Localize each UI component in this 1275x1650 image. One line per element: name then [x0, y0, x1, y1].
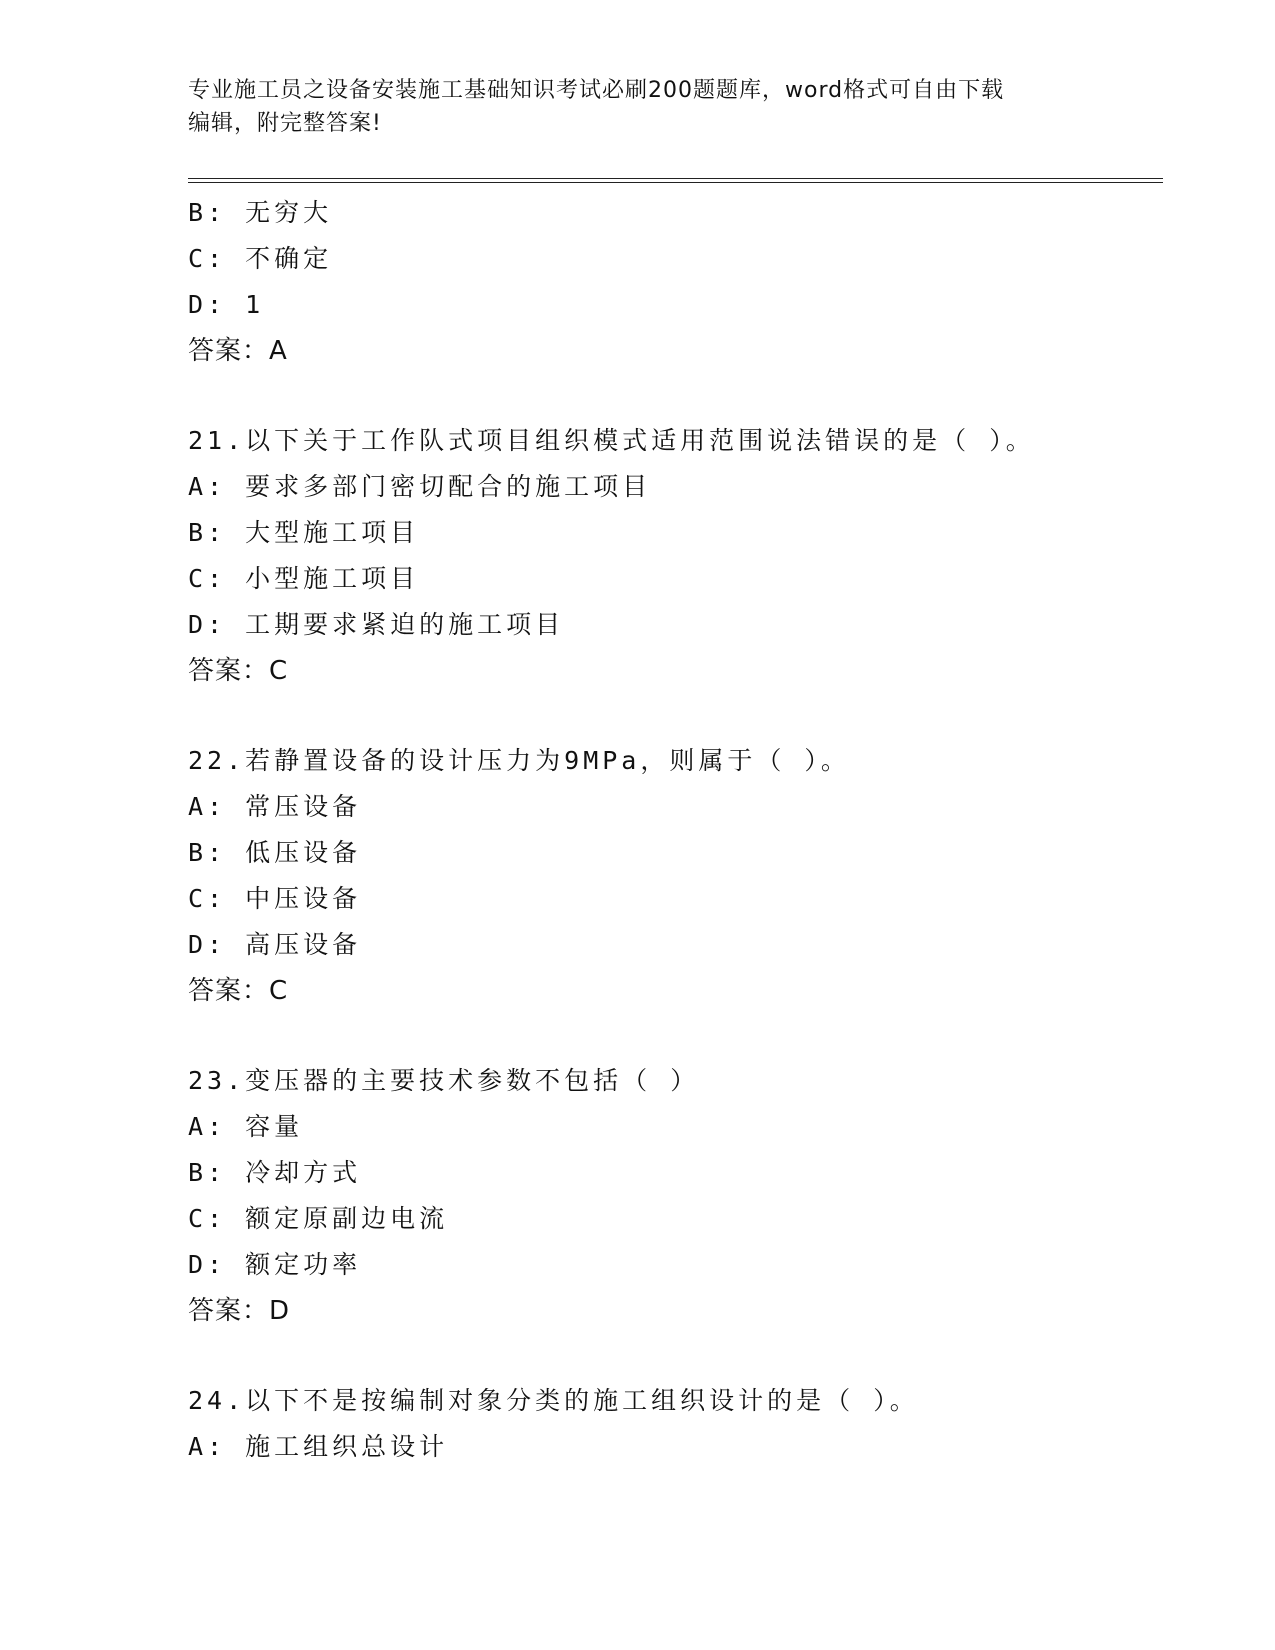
option-a: A: 容量 [188, 1112, 304, 1141]
answer-line: 答案：A [188, 336, 288, 366]
answer-line: 答案：C [188, 976, 289, 1006]
option-b: B: 低压设备 [188, 838, 362, 867]
question-content [188, 190, 1168, 1470]
question-stem: 21.以下关于工作队式项目组织模式适用范围说法错误的是（ ）。 [188, 426, 1035, 455]
question-stem: 22.若静置设备的设计压力为9MPa，则属于（ ）。 [188, 746, 850, 775]
prev-question-block [188, 190, 1168, 374]
question-block-22 [188, 738, 1168, 1014]
option-a: A: 要求多部门密切配合的施工项目 [188, 472, 652, 501]
option-d: D: 额定功率 [188, 1250, 362, 1279]
header-title-line2: 编辑，附完整答案! [188, 111, 382, 136]
option-d: D: 1 [188, 290, 265, 319]
option-b: B: 大型施工项目 [188, 518, 420, 547]
question-stem: 24.以下不是按编制对象分类的施工组织设计的是（ ）。 [188, 1386, 919, 1415]
option-c: C: 额定原副边电流 [188, 1204, 449, 1233]
option-a: A: 常压设备 [188, 792, 362, 821]
option-a: A: 施工组织总设计 [188, 1432, 449, 1461]
document-header [188, 74, 1088, 140]
header-divider [188, 178, 1163, 183]
option-d: D: 高压设备 [188, 930, 362, 959]
answer-line: 答案：D [188, 1296, 291, 1326]
option-c: C: 中压设备 [188, 884, 362, 913]
question-block-23 [188, 1058, 1168, 1334]
option-b: B: 无穷大 [188, 198, 333, 227]
question-stem: 23.变压器的主要技术参数不包括（ ） [188, 1066, 700, 1095]
option-b: B: 冷却方式 [188, 1158, 362, 1187]
question-block-24 [188, 1378, 1168, 1470]
option-d: D: 工期要求紧迫的施工项目 [188, 610, 565, 639]
option-c: C: 不确定 [188, 244, 333, 273]
answer-line: 答案：C [188, 656, 289, 686]
option-c: C: 小型施工项目 [188, 564, 420, 593]
question-block-21 [188, 418, 1168, 694]
header-title-line1: 专业施工员之设备安装施工基础知识考试必刷200题题库，word格式可自由下载 [188, 78, 1005, 103]
